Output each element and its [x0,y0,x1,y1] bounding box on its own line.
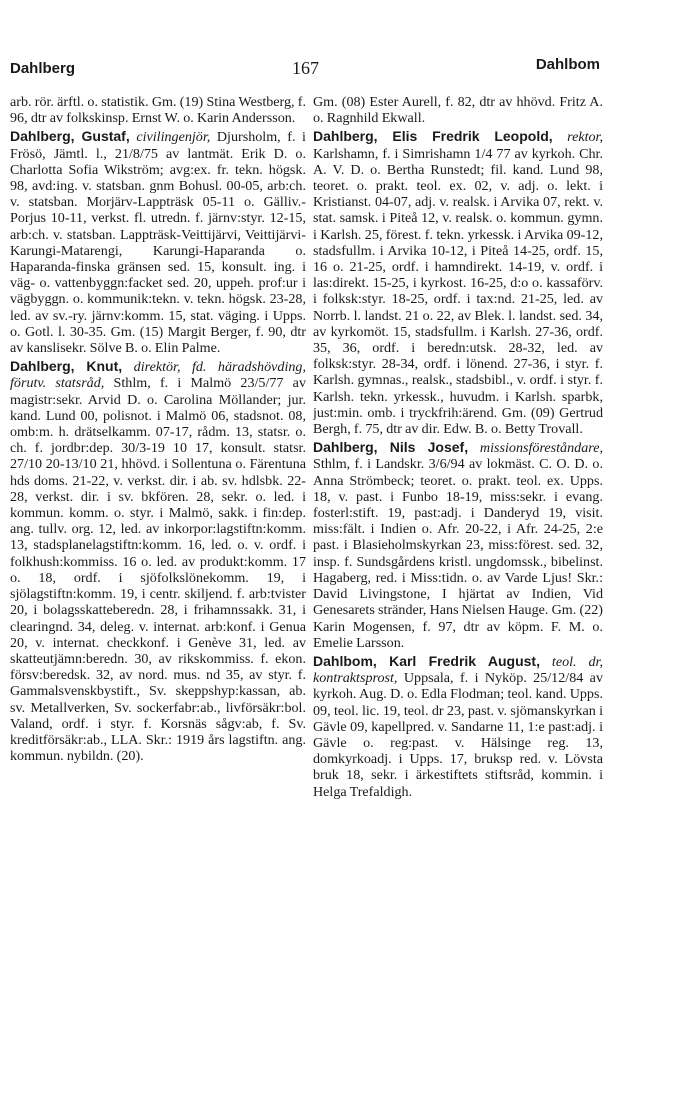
entry-name: Dahlberg, Nils Josef, [313,439,469,456]
entry-title: teol. dr, kontraktsprost, [313,653,603,687]
left-column [10,94,306,1084]
page-header [10,56,600,84]
running-head-left: Dahlberg [10,60,76,77]
entry-name: Dahlberg, Gustaf, [10,128,130,145]
entry-title: rektor, [567,129,603,146]
entry-name: Dahlberg, Knut, [10,358,123,375]
right-column [313,94,603,1084]
entry-text: Sthlm, f. i Malmö 23/5/77 av magistr:sekr. Arvid D. o. Carolina Möllander; jur. kand. Lund 00, polisnot. i Malmö 06, stadsnot. 08, omb:m. h. drätselkamm. 07-17, rådm. 13, statsr. o. ch. f. jordbr:dep. 30/3-19 10 17, konsult. statsr. 27/10 20-13/10 21, hhövd. i Sollentuna o. Färentuna hds doms. 21-22, v. verkst. dir. i ab. sv. hdlsbk. 22-28, verkst. dir. i sv. bkfören. 28, sekr. o. led. i kommun. komm. o. styr. i Malmö, sakk. i fin:dep. ang. tullv. org. 12, led. av inkorpor:lagstiftn:komm. 13, stadsplanelagstiftn:komm. 16, led. o. v. ordf. i folkhush:kommiss. 16 o. led. av produkt:komm. 17 o. 18, ordf. i sjöfolkslönekomm. 19, i sjölagstiftn:komm. 19, i centr. skiljend. f. arb:tvister 20, i bolagsskatteberedn. 28, i frihamnssakk. 31, i clearingnd. 34, deleg. v. internat. arb:konf. i Genua 20, v. internat. checkkonf. i Genève 31, led. av skatteutjämn:beredn. 30, av rikskommiss. f. ekon. försv:beredsk. 32, av nord. mus. nd 35, av styr. f. Gammalsvenskbystift., Sv. skeppshyp:kassan, ab. sv. Metallverken, Sv. sockerfabr:ab., livförsäkr:bol. Valand, ordf. i styr. f. Korsnäs sågv:ab, f. Sv. kreditförsäkr:ab., LLA. Skr.: 1919 års lagstiftn. ang. kommun. nybildn. (20). [10,375,306,765]
entry-continuation [313,94,603,126]
entry-title: missionsföreståndare, [479,440,603,457]
entry-continuation [10,94,306,126]
running-head-right: Dahlbom [535,56,600,73]
entry-dahlberg-elis [313,128,603,437]
entry-title: direktör, fd. häradshövding, förutv. statsråd, [10,359,306,392]
entry-text: arb. rör. ärftl. o. statistik. Gm. (19) Stina Westberg, f. 96, dtr av folkskinsp. Ernst W. o. Karin Andersson. [10,94,306,127]
entry-dahlbom-karl [313,653,603,800]
entry-text: Gm. (08) Ester Aurell, f. 82, dtr av hhövd. Fritz A. o. Ragnhild Ekwall. [313,94,603,127]
entry-text: Djursholm, f. i Frösö, Jämtl. l., 21/8/75 av lantmät. Erik D. o. Charlotta Sofia Wikström; avg:ex. fr. tekn. högsk. 98, avd:ing. v. statsban. gnm Bohusl. 00-05, arb:ch. v. statsban. Morjärv-Lappträsk 05-11 o. Gälliv.-Porjus 10-11, verkst. fl. utredn. f. järnv:styr. 12-15, arb:ch. v. statsban. Lappträsk-Veittijärvi, Veittijärvi-Karungi-Matarengi, Karungi-Haparanda o. Haparanda-finska gränsen sed. 15, konsult. ing. i väg- o. vattenbyggn:facket sed. 20, uppeh. prof:ur i vägbyggn. o. kommunik:tekn. v. tekn. högsk. 23-28, led. av sv.-ry. järnv:komm. 15, stat. väging. i Upps. o. Gotl. l. 30-35. Gm. (15) Margit Berger, f. 90, dtr av kanslisekr. Sölve B. o. Elin Palme. [10,129,306,357]
entry-text: Uppsala, f. i Nyköp. 25/12/84 av kyrkoh. Aug. D. o. Edla Flodman; teol. kand. Upps. 09, teol. lic. 19, teol. dr 23, past. v. sjömanskyrkan i Gävle 09, kapellpred. v. Sandarne 11, 1:e past:adj. i Gävle o. reg:past. v. Hälsinge reg. 13, domkyrkoadj. i Upps. 17, bruksp red. v. Lövsta bruk 18, sekr. i ärkestiftets stiftsråd, kommin. i Helga Trefaldigh. [313,670,603,800]
entry-name: Dahlbom, Karl Fredrik August, [313,652,540,669]
entry-text: Karlshamn, f. i Simrishamn 1/4 77 av kyrkoh. Chr. A. V. D. o. Bertha Runstedt; fil. kand. Lund 98, teoret. o. prakt. teol. ex. 02, v. adj. o. lekt. i Kristianst. 04-07, adj. v. realsk. i Arvika 07, rekt. v. stat. samsk. i Piteå 12, v. realsk. o. kommun. gymn. i Karlsh. 25, förest. f. tekn. yrkessk. i Arvika 09-12, stadsfullm. i Arvika 10-12, i Piteå 14-25, ordf. 15, 16 o. 21-25, ordf. i hamndirekt. 14-19, v. ordf. i las:direkt. 15-25, i kyrkost. 16-25, d:o o. kassaförv. i folksk:styr. 18-25, ordf. i tax:nd. 21-25, led. av Norrb. l. landst. 21 o. 22, av Blek. l. landst. sed. 34, av kyrkomöt. 15, stadsfullm. i Karlsh. 27-36, ordf. 35, 36, ordf. i beredn:utsk. 28-32, led. av folksk:styr. 28-34, ordf. i lönend. 27-36, i styr. f. Karlsh. gymnas., realsk., stadsbibl., v. ordf. i styr. f. Karlsh. tekn. yrkessk., huvudm. i Karlsh. sparbk, just:min. omb. i tryckfrih:ärend. Gm. (09) Gertrud Bergh, f. 75, dtr av dir. Edw. B. o. Betty Trovall. [313,145,603,438]
entry-dahlberg-nils [313,439,603,651]
entry-dahlberg-gustaf [10,128,306,356]
entry-name: Dahlberg, Elis Fredrik Leopold, [313,128,553,145]
page-number: 167 [292,58,319,78]
entry-text: Sthlm, f. i Landskr. 3/6/94 av lokmäst. C. O. D. o. Anna Strömbeck; teoret. o. prakt. teol. ex. Upps. 18, v. past. i Funbo 18-19, miss:sekr. i evang. fosterl:stift. 19, past:adj. i Danderyd 19, visit. miss:fält. i Indien o. Afr. 20-22, i Afr. 24-25, 2:e past. i Blasieholmskyrkan 23, miss:förest. sed. 32, insp. f. Sundsgårdens kristl. ungdomssk., bibelinst. Hagaberg, red. i Miss:tidn. o. av Varde Ljus! Skr.: David Livingstone, I hjärtat av Indien, Vid Genesarets stränder, Hans Nielsen Hauge. Gm. (22) Karin Mogensen, f. 97, dtr av köpm. F. M. o. Emelie Larsson. [313,456,603,651]
entry-dahlberg-knut [10,358,306,764]
entry-title: civilingenjör, [136,129,211,146]
